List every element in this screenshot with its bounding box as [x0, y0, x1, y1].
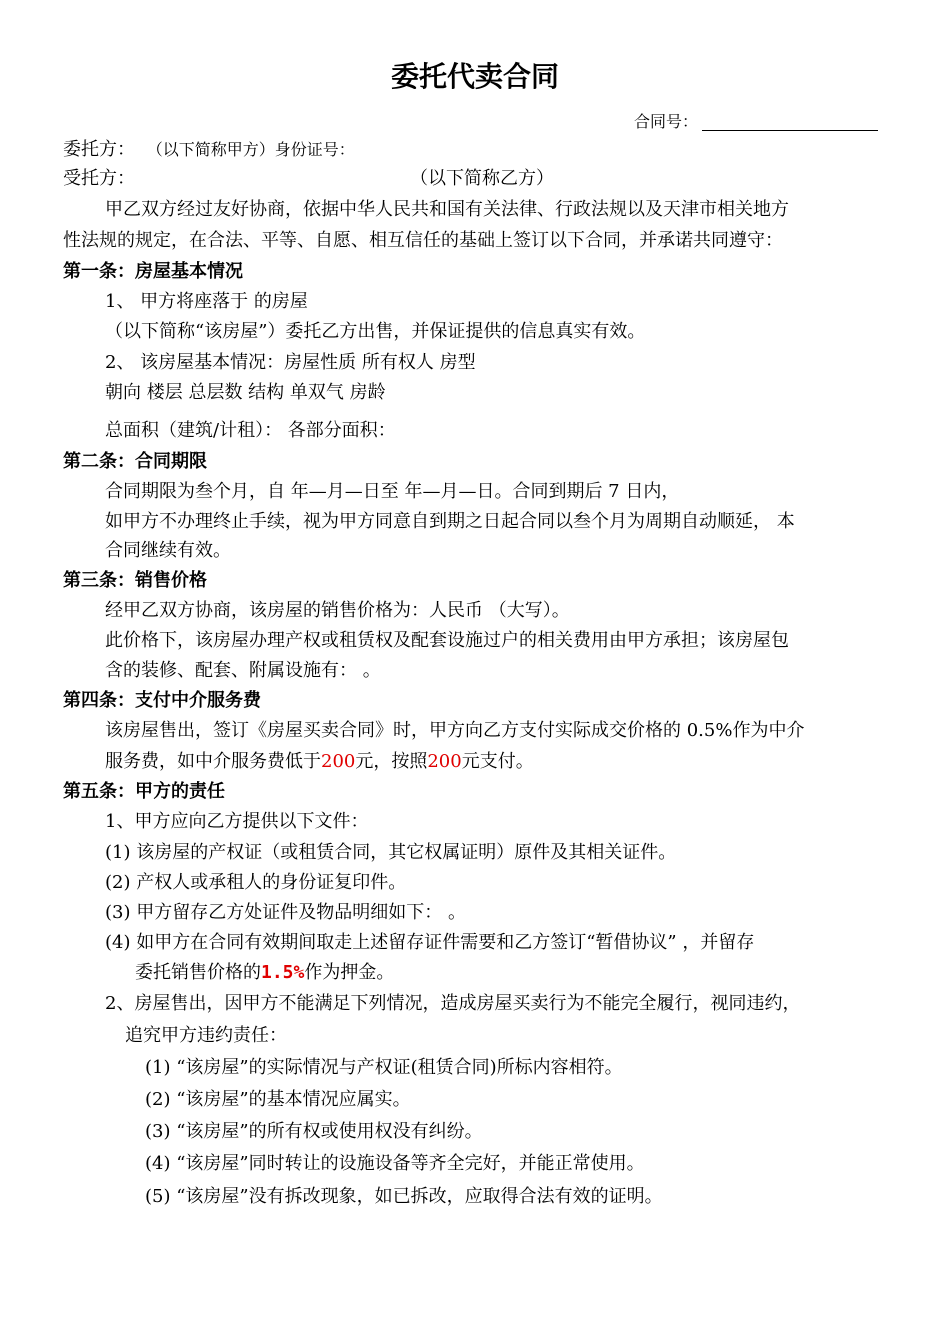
article-4-heading: 第四条：支付中介服务费 — [63, 690, 261, 711]
article-1-line-1: 1、 甲方将座落于 的房屋 — [105, 291, 308, 312]
article-2-line-3: 合同继续有效。 — [105, 540, 231, 561]
document-title: 委托代卖合同 — [391, 60, 560, 93]
article-1-line-2: （以下简称“该房屋”）委托乙方出售，并保证提供的信息真实有效。 — [105, 321, 646, 342]
party-a-label: 委托方： — [63, 139, 135, 160]
article-4-line-2b: 元，按照 — [355, 751, 428, 772]
article-5-para-2-cont: 追究甲方违约责任： — [125, 1025, 287, 1046]
contract-number — [634, 110, 878, 134]
article-4-line-2a: 服务费，如中介服务费低于 — [105, 751, 321, 772]
article-5-condition-2: (2) “该房屋”的基本情况应属实。 — [145, 1089, 411, 1110]
article-3-line-3: 含的装修、配套、附属设施有： 。 — [105, 660, 381, 681]
article-5-condition-3: (3) “该房屋”的所有权或使用权没有纠纷。 — [145, 1121, 483, 1142]
article-5-condition-4: (4) “该房屋”同时转让的设施设备等齐全完好，并能正常使用。 — [145, 1153, 645, 1174]
article-2-line-2: 如甲方不办理终止手续，视为甲方同意自到期之日起合同以叁个月为周期自动顺延， 本 — [105, 511, 795, 532]
article-2-heading: 第二条：合同期限 — [63, 451, 207, 472]
article-5-para-1: 1、甲方应向乙方提供以下文件： — [105, 811, 369, 832]
party-b-label: 受托方： — [63, 168, 135, 189]
article-5-condition-1: (1) “该房屋”的实际情况与产权证(租赁合同)所标内容相符。 — [145, 1057, 623, 1078]
article-1-heading: 第一条：房屋基本情况 — [63, 261, 243, 282]
article-5-item-1: (1) 该房屋的产权证（或租赁合同，其它权属证明）原件及其相关证件。 — [105, 842, 677, 863]
fee-minimum-amount: 200 — [321, 751, 356, 772]
fee-payment-amount: 200 — [427, 751, 462, 772]
article-2-line-1: 合同期限为叁个月，自 年—月—日至 年—月—日。合同到期后 7 日内， — [105, 481, 680, 502]
article-3-line-2: 此价格下，该房屋办理产权或租赁权及配套设施过户的相关费用由甲方承担；该房屋包 — [105, 630, 789, 651]
article-3-line-1: 经甲乙双方协商，该房屋的销售价格为：人民币 （大写）。 — [105, 600, 570, 621]
article-4-line-1: 该房屋售出，签订《房屋买卖合同》时，甲方向乙方支付实际成交价格的 0.5%作为中介 — [105, 720, 805, 741]
article-5-item-4: (4) 如甲方在合同有效期间取走上述留存证件需要和乙方签订“暂借协议” ，并留存 — [105, 932, 755, 953]
party-b-note: （以下简称乙方） — [410, 168, 554, 189]
preamble-line-1: 甲乙双方经过友好协商，依据中华人民共和国有关法律、行政法规以及天津市相关地方 — [105, 199, 789, 220]
article-5-item-2: (2) 产权人或承租人的身份证复印件。 — [105, 872, 407, 893]
party-a-note: （以下简称甲方）身份证号： — [146, 140, 355, 159]
contract-number-label: 合同号： — [634, 112, 699, 131]
article-5-para-2: 2、房屋售出，因甲方不能满足下列情况，造成房屋买卖行为不能完全履行，视同违约， — [105, 993, 801, 1014]
article-5-item-3: (3) 甲方留存乙方处证件及物品明细如下： 。 — [105, 902, 466, 923]
article-1-line-3: 2、 该房屋基本情况：房屋性质 所有权人 房型 — [105, 352, 476, 373]
article-4-line-2 — [105, 750, 534, 774]
article-5-item-4-cont — [135, 961, 394, 985]
article-1-line-4: 朝向 楼层 总层数 结构 单双气 房龄 — [105, 382, 386, 403]
article-5-condition-5: (5) “该房屋”没有拆改现象，如已拆改，应取得合法有效的证明。 — [145, 1186, 663, 1207]
article-3-heading: 第三条：销售价格 — [63, 570, 207, 591]
party-a-line — [63, 138, 355, 162]
article-5-item-4b-b: 作为押金。 — [304, 962, 395, 983]
contract-number-blank — [702, 114, 878, 131]
article-4-line-2c: 元支付。 — [461, 751, 534, 772]
article-5-item-4b-a: 委托销售价格的 — [135, 962, 261, 983]
preamble-line-2: 性法规的规定，在合法、平等、自愿、相互信任的基础上签订以下合同，并承诺共同遵守： — [63, 230, 783, 251]
article-1-line-5: 总面积（建筑/计租）： 各部分面积： — [105, 420, 396, 441]
article-5-heading: 第五条：甲方的责任 — [63, 781, 225, 802]
deposit-percentage: 1.5% — [261, 962, 305, 983]
